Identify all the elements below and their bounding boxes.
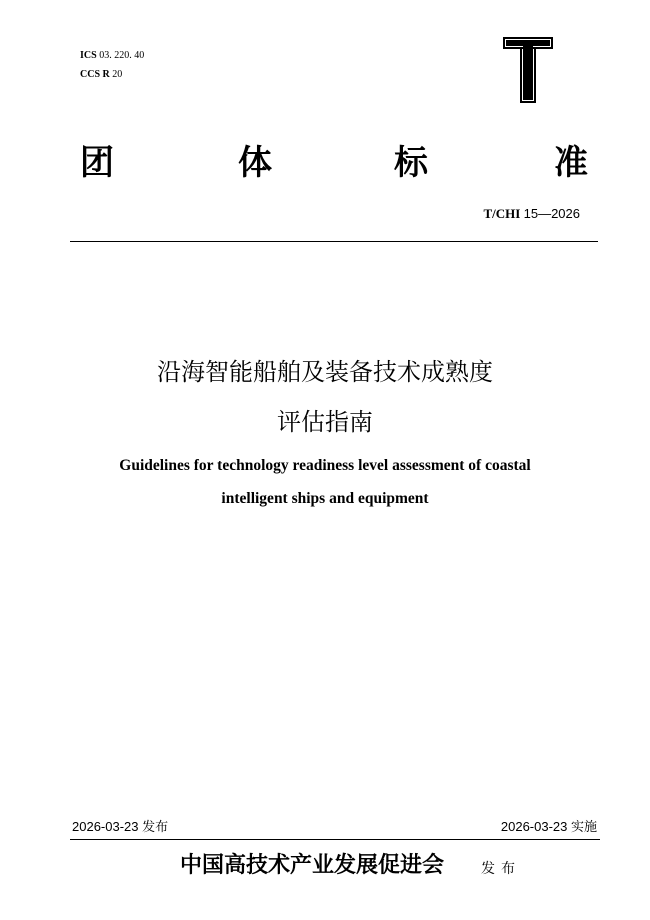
chinese-title-line-1: 沿海智能船舶及装备技术成熟度 <box>157 358 493 386</box>
ics-label: ICS <box>80 50 97 61</box>
issue-label: 发布 <box>481 861 521 877</box>
english-title-line-2: intelligent ships and equipment <box>221 490 429 507</box>
ccs-classification <box>80 69 122 80</box>
standard-type-logo <box>503 36 553 104</box>
ics-value: 03. 220. 40 <box>99 50 145 61</box>
footer-divider <box>70 839 600 840</box>
implement-date: 2026-03-23 实施 <box>500 819 597 834</box>
ccs-value: 20 <box>112 69 123 80</box>
heading-char-2: 体 <box>238 143 272 183</box>
standard-number-value: 15—2026 <box>523 206 580 221</box>
ccs-letter: R <box>102 69 110 80</box>
heading-char-1: 团 <box>80 143 114 183</box>
ccs-label: CCS <box>80 69 101 80</box>
chinese-title-line-2: 评估指南 <box>277 408 373 436</box>
standard-number <box>484 206 580 222</box>
standard-code: T/CHI <box>483 206 521 221</box>
heading-char-3: 标 <box>394 143 428 183</box>
heading-char-4: 准 <box>554 143 588 183</box>
header-divider <box>70 241 598 242</box>
english-title-line-1: Guidelines for technology readiness level assessment of coastal <box>119 457 531 474</box>
ics-classification <box>80 50 144 61</box>
publish-date: 2026-03-23 发布 <box>72 819 169 834</box>
issuing-organization: 中国高技术产业发展促进会 <box>180 853 445 878</box>
